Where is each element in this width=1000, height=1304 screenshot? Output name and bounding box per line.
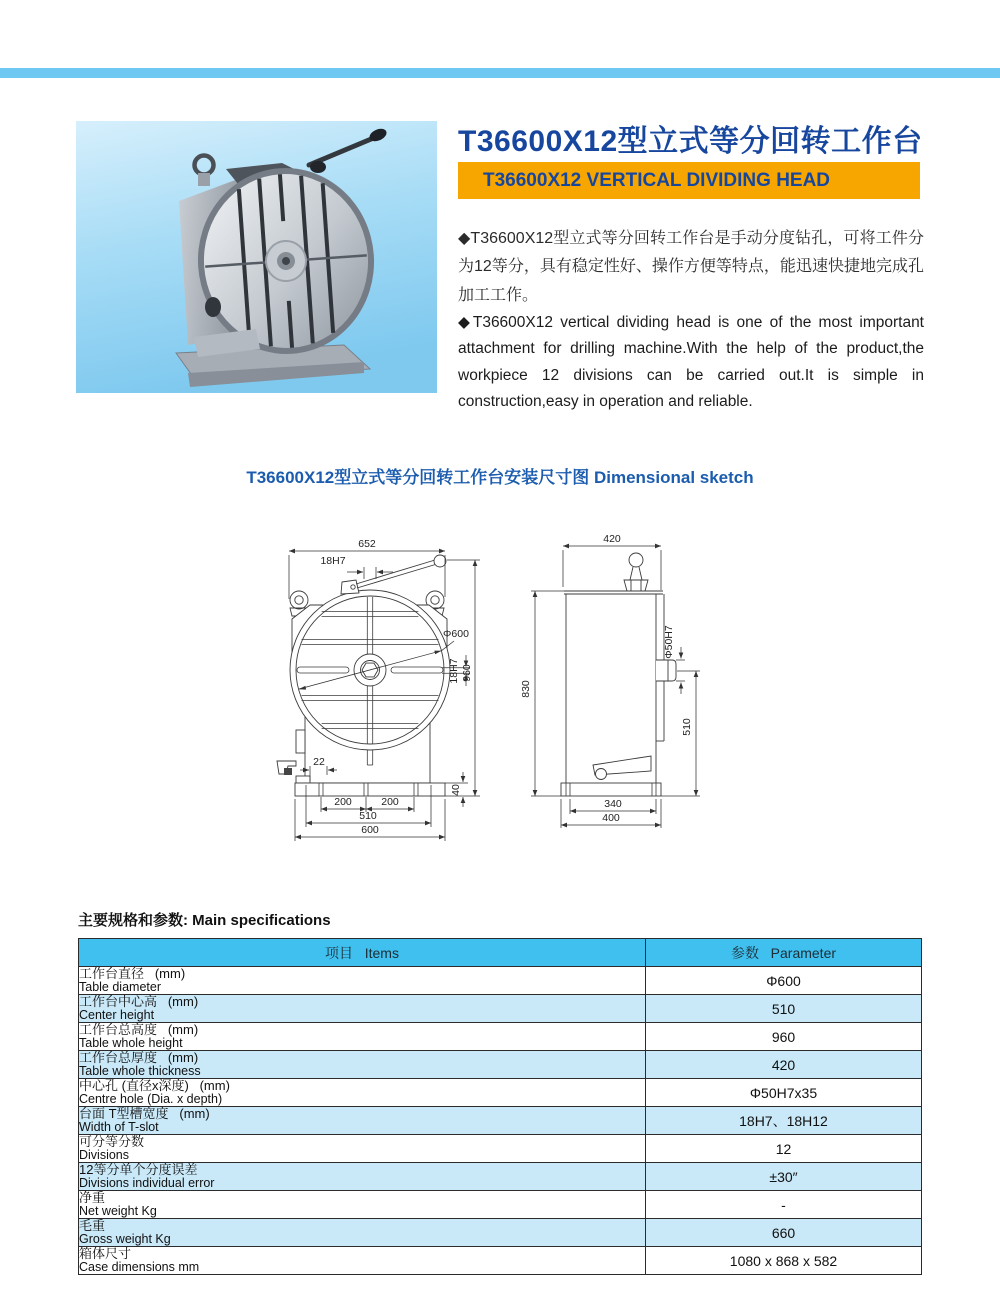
row-label-zh: 中心孔 (直径x深度) (mm) <box>79 1078 230 1094</box>
front-view-outline <box>277 555 450 796</box>
dim-label-510-side: 510 <box>681 718 693 736</box>
row-label-en: Table whole height <box>79 1035 183 1050</box>
dim-label-side-slot: 18H7 <box>448 658 460 684</box>
row-value: 1080 x 868 x 582 <box>646 1247 922 1275</box>
row-value: 18H7、18H12 <box>646 1107 922 1135</box>
row-label-en: Width of T-slot <box>79 1119 159 1134</box>
dim-label-652: 652 <box>358 538 376 550</box>
subtitle-banner <box>458 162 920 199</box>
row-label-en: Gross weight Kg <box>79 1231 171 1246</box>
row-label-en: Net weight Kg <box>79 1203 157 1218</box>
dim-label-960: 960 <box>461 664 473 682</box>
description-chinese: ◆T36600X12型立式等分回转工作台是手动分度钻孔，可将工件分为12等分，具有稳定性好、操作方便等特点，能迅速快捷地完成孔加工工作。 <box>458 230 924 304</box>
row-label-en: Table whole thickness <box>79 1063 201 1078</box>
specs-section-label: 主要规格和参数: Main specifications <box>78 912 331 929</box>
table-row <box>79 1219 922 1247</box>
dimensional-sketch <box>263 523 783 873</box>
row-label-zh: 工作台直径 (mm) <box>79 966 186 982</box>
dim-label-340: 340 <box>604 798 622 810</box>
row-label-en: Centre hole (Dia. x depth) <box>79 1091 223 1106</box>
column-header-items: 项目 Items <box>79 939 646 967</box>
row-label-zh: 净重 <box>79 1190 106 1206</box>
side-view-outline <box>561 553 676 796</box>
table-row <box>79 1247 922 1275</box>
row-label-zh: 12等分单个分度误差 <box>79 1162 198 1178</box>
dim-label-200-left: 200 <box>334 796 352 808</box>
dim-label-table-dia: Φ600 <box>443 628 469 640</box>
specifications-table <box>78 938 922 1275</box>
table-row <box>79 1079 922 1107</box>
table-row <box>79 995 922 1023</box>
table-row <box>79 1135 922 1163</box>
row-label-zh: 毛重 <box>79 1218 106 1234</box>
dim-label-830: 830 <box>520 680 532 698</box>
dim-label-22: 22 <box>313 756 325 768</box>
row-label-zh: 工作台总厚度 (mm) <box>79 1050 199 1066</box>
row-label-zh: 台面 T型槽宽度 (mm) <box>79 1106 210 1122</box>
sketch-heading: T36600X12型立式等分回转工作台安装尺寸图 Dimensional sketch <box>246 468 754 487</box>
dim-label-200-right: 200 <box>381 796 399 808</box>
dim-label-510-front: 510 <box>359 810 377 822</box>
row-value: Φ600 <box>646 967 922 995</box>
table-row <box>79 967 922 995</box>
row-label-en: Table diameter <box>79 979 161 994</box>
table-row <box>79 1191 922 1219</box>
column-header-parameter: 参数 Parameter <box>646 939 922 967</box>
row-label-en: Divisions <box>79 1147 130 1162</box>
dim-label-400: 400 <box>602 812 620 824</box>
row-label-en: Center height <box>79 1007 155 1022</box>
row-label-zh: 箱体尺寸 <box>79 1246 132 1262</box>
row-value: 420 <box>646 1051 922 1079</box>
product-photo <box>76 121 437 393</box>
table-row <box>79 1163 922 1191</box>
table-row <box>79 1023 922 1051</box>
row-value: 12 <box>646 1135 922 1163</box>
subtitle-banner-text: T36600X12 VERTICAL DIVIDING HEAD <box>483 170 831 191</box>
row-value: Φ50H7x35 <box>646 1079 922 1107</box>
row-value: 960 <box>646 1023 922 1051</box>
table-row <box>79 1107 922 1135</box>
row-value: 660 <box>646 1219 922 1247</box>
table-row <box>79 1051 922 1079</box>
row-label-zh: 工作台总高度 (mm) <box>79 1022 199 1038</box>
dim-label-420: 420 <box>603 533 621 545</box>
row-value: 510 <box>646 995 922 1023</box>
side-hole <box>205 297 221 317</box>
dim-label-600: 600 <box>361 824 379 836</box>
dim-label-40: 40 <box>450 784 462 796</box>
row-label-en: Divisions individual error <box>79 1175 215 1190</box>
page-title: T36600X12型立式等分回转工作台 <box>458 125 923 158</box>
row-label-zh: 工作台中心高 (mm) <box>79 994 199 1010</box>
row-value: - <box>646 1191 922 1219</box>
row-label-zh: 可分等分数 <box>79 1134 145 1150</box>
table-header-row <box>79 939 922 967</box>
dim-label-centre-hole: Φ50H7 <box>663 625 675 659</box>
row-label-en: Case dimensions mm <box>79 1259 200 1274</box>
row-value: ±30″ <box>646 1163 922 1191</box>
dim-label-top-slot: 18H7 <box>320 555 346 567</box>
top-accent-bar <box>0 68 1000 78</box>
description-english: ◆T36600X12 vertical dividing head is one of the most important attachment for drilling machine.With the help of the product,the workpiece 12 divisions can be carried out.It is simple in construction,easy in operation and reliable. <box>458 313 924 411</box>
